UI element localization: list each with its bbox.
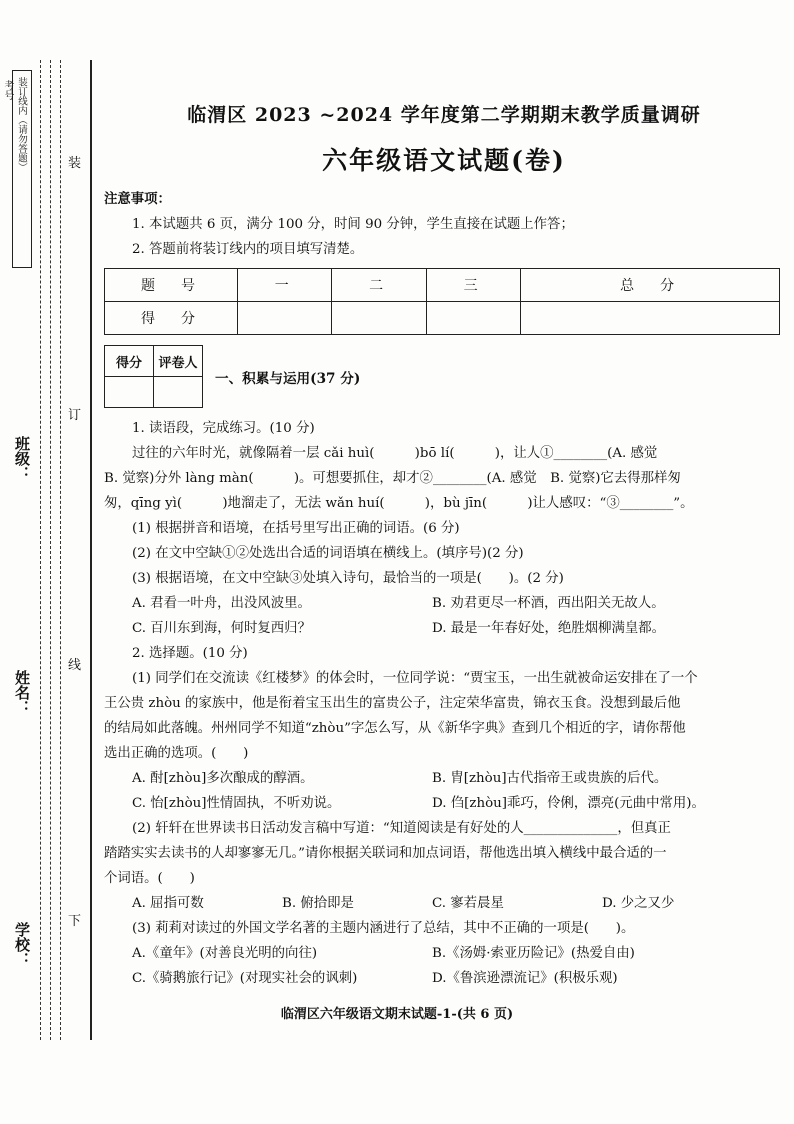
option-d: D. 少之又少 [602,896,675,911]
sub-question: (3) 根据语境，在文中空缺③处填入诗句，最恰当的一项是( )。(2 分) [132,571,564,586]
grader-score-cell[interactable] [105,377,154,408]
option-row [104,966,784,991]
page-footer: 临渭区六年级语文期末试题-1-(共 6 页) [280,1007,514,1022]
school-label: 学校： [13,922,31,967]
option-row [104,891,784,916]
score-cell[interactable] [332,302,426,335]
score-header-cell: 二 [332,269,426,302]
grader-score-label: 得分 [105,346,154,377]
score-cell[interactable] [521,302,780,335]
score-cell[interactable] [426,302,520,335]
passage-line: 过往的六年时光，就像隔着一层 cǎi huì( )bō lí( )，让人①________(A. 感觉 [132,446,658,461]
score-header-cell: 一 [238,269,332,302]
option-row [104,591,784,616]
score-header-cell: 总 分 [521,269,780,302]
binding-dashed-line [40,60,41,1040]
score-table [104,268,780,335]
option-d: D. 㑇[zhòu]乖巧，伶俐，漂亮(元曲中常用)。 [432,796,705,811]
binding-mark-ding: 订 [68,402,81,425]
score-table-header-row [105,269,780,302]
binding-solid-line [90,60,92,1040]
question-text: 王公贵 zhòu 的家族中，他是衔着宝玉出生的富贵公子，注定荣华富贵，锦衣玉食。没想到最后他 [104,696,681,711]
option-d: D. 最是一年春好处，绝胜烟柳满皇都。 [432,621,666,636]
notes-item: 1. 本试题共 6 页，满分 100 分，时间 90 分钟，学生直接在试题上作答； [132,217,574,232]
option-row [104,766,784,791]
binding-dashed-line [60,60,61,1040]
option-a: A. 酎[zhòu]多次酿成的醇酒。 [132,771,314,786]
exam-paper-title: 六年级语文试题(卷) [322,146,566,175]
option-b: B.《汤姆·索亚历险记》(热爱自由) [432,946,635,961]
question-text: 踏踏实实去读书的人却寥寥无几。”请你根据关联词和加点词语，帮他选出填入横线中最合适的一 [104,846,667,861]
option-d: D.《鲁滨逊漂流记》(积极乐观) [432,971,618,986]
binding-mark-xian: 线 [68,652,81,675]
section-title: 一、积累与运用(37 分) [215,370,361,387]
name-label: 姓名： [13,670,31,715]
sub-question: (1) 根据拼音和语境，在括号里写出正确的词语。(6 分) [132,521,460,536]
grader-name-cell[interactable] [154,377,203,408]
option-a: A.《童年》(对善良光明的向往) [132,946,318,961]
option-b: B. 劝君更尽一杯酒，西出阳关无故人。 [432,596,665,611]
passage-line: B. 觉察)分外 làng màn( )。可想要抓住，却才②________(A. 感觉 B. 觉察)它去得那样匆 [104,471,681,486]
exam-content [104,100,784,991]
grader-name-label: 评卷人 [154,346,203,377]
notes-heading: 注意事项： [104,191,171,207]
binding-notice-box [12,70,32,268]
option-a: A. 屈指可数 [132,896,204,911]
class-label: 班级： [13,436,31,481]
option-c: C. 怡[zhòu]性情固执，不听劝说。 [132,796,341,811]
option-a: A. 君看一叶舟，出没风波里。 [132,596,311,611]
score-header-cell: 三 [426,269,520,302]
sub-question: (2) 在文中空缺①②处选出合适的词语填在横线上。(填序号)(2 分) [132,546,524,561]
exam-header-title: 临渭区 2023 ~2024 学年度第二学期期末教学质量调研 [187,104,701,126]
question-text: (1) 同学们在交流读《红楼梦》的体会时，一位同学说：“贾宝玉，一出生就被命运安排在了一个 [132,671,698,686]
exam-number-label: 考号 [2,80,13,100]
binding-dashed-line [50,60,51,1040]
question-text: 个词语。( ) [104,871,195,886]
question-heading: 2. 选择题。(10 分) [132,646,248,661]
option-row [104,791,784,816]
option-b: B. 俯拾即是 [282,896,354,911]
section-header [104,345,784,408]
question-heading: 1. 读语段，完成练习。(10 分) [132,421,315,436]
binding-margin [0,0,100,1124]
option-row [104,616,784,641]
option-c: C. 百川东到海，何时复西归？ [132,621,311,636]
passage-line: 匆，qīng yì( )地溜走了，无法 wǎn huí( )，bù jīn( )让人感叹：“③________”。 [104,496,694,511]
option-row [104,941,784,966]
question-text: (3) 莉莉对读过的外国文学名著的主题内涵进行了总结，其中不正确的一项是( )。 [132,921,635,936]
binding-mark-xia: 下 [68,908,81,931]
question-text: 选出正确的选项。( ) [104,746,249,761]
score-table-score-row [105,302,780,335]
option-c: C.《骑鹅旅行记》(对现实社会的讽刺) [132,971,358,986]
score-row-label: 得 分 [105,302,238,335]
notes-item: 2. 答题前将装订线内的项目填写清楚。 [132,242,364,257]
question-text: (2) 轩轩在世界读书日活动发言稿中写道：“知道阅读是有好处的人______________，但真正 [132,821,671,836]
option-b: B. 胄[zhòu]古代指帝王或贵族的后代。 [432,771,668,786]
question-text: 的结局如此落魄。州州同学不知道“zhòu”字怎么写，从《新华字典》查到几个相近的字，请你帮他 [104,721,686,736]
binding-mark-zhuang: 装 [68,150,81,173]
score-header-cell: 题 号 [105,269,238,302]
binding-notice-text: 装订线内（请勿答题） [16,77,27,172]
score-cell[interactable] [238,302,332,335]
option-c: C. 寥若晨星 [432,896,504,911]
grader-table [104,345,203,408]
